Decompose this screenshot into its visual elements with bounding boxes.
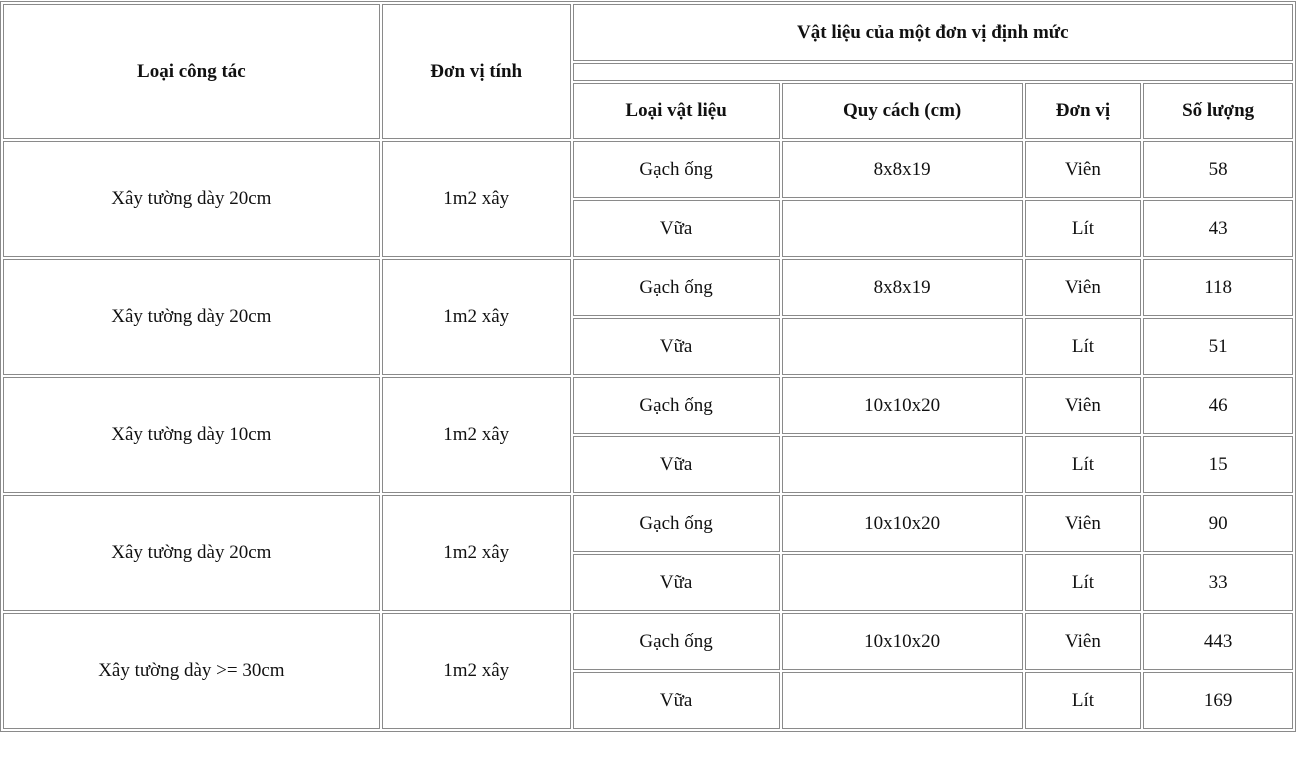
table-row [3, 141, 1293, 198]
table-row [3, 377, 1293, 434]
material-name-cell: Gạch ống [573, 377, 780, 434]
spec-cell: 8x8x19 [782, 141, 1023, 198]
spec-cell: 10x10x20 [782, 495, 1023, 552]
unit-cell: 1m2 xây [382, 377, 571, 493]
unit-cell: 1m2 xây [382, 141, 571, 257]
quantity-cell: 51 [1143, 318, 1293, 375]
table-row [3, 495, 1293, 552]
header-materials-group: Vật liệu của một đơn vị định mức [573, 4, 1293, 61]
spec-cell [782, 554, 1023, 611]
unit-cell: 1m2 xây [382, 495, 571, 611]
material-name-cell: Gạch ống [573, 259, 780, 316]
header-quantity: Số lượng [1143, 83, 1293, 139]
header-unit: Đơn vị tính [382, 4, 571, 139]
material-name-cell: Vữa [573, 318, 780, 375]
spec-cell [782, 436, 1023, 493]
material-name-cell: Vữa [573, 200, 780, 257]
header-material-unit: Đơn vị [1025, 83, 1142, 139]
material-name-cell: Vữa [573, 436, 780, 493]
quantity-cell: 46 [1143, 377, 1293, 434]
material-unit-cell: Viên [1025, 141, 1142, 198]
work-type-cell: Xây tường dày >= 30cm [3, 613, 380, 729]
header-material-type: Loại vật liệu [573, 83, 780, 139]
material-name-cell: Gạch ống [573, 141, 780, 198]
header-blank-cell [573, 63, 1293, 81]
material-unit-cell: Viên [1025, 259, 1142, 316]
quantity-cell: 15 [1143, 436, 1293, 493]
spec-cell [782, 318, 1023, 375]
material-norm-table [0, 1, 1296, 732]
quantity-cell: 443 [1143, 613, 1293, 670]
quantity-cell: 58 [1143, 141, 1293, 198]
material-name-cell: Gạch ống [573, 495, 780, 552]
quantity-cell: 33 [1143, 554, 1293, 611]
work-type-cell: Xây tường dày 20cm [3, 259, 380, 375]
header-row [3, 4, 1293, 61]
table-row [3, 613, 1293, 670]
spec-cell: 10x10x20 [782, 377, 1023, 434]
work-type-cell: Xây tường dày 20cm [3, 495, 380, 611]
spec-cell [782, 672, 1023, 729]
material-name-cell: Gạch ống [573, 613, 780, 670]
material-unit-cell: Lít [1025, 554, 1142, 611]
quantity-cell: 118 [1143, 259, 1293, 316]
work-type-cell: Xây tường dày 10cm [3, 377, 380, 493]
header-work-type: Loại công tác [3, 4, 380, 139]
work-type-cell: Xây tường dày 20cm [3, 141, 380, 257]
material-unit-cell: Lít [1025, 672, 1142, 729]
unit-cell: 1m2 xây [382, 613, 571, 729]
material-unit-cell: Viên [1025, 377, 1142, 434]
material-name-cell: Vữa [573, 554, 780, 611]
material-name-cell: Vữa [573, 672, 780, 729]
spec-cell: 8x8x19 [782, 259, 1023, 316]
spec-cell: 10x10x20 [782, 613, 1023, 670]
unit-cell: 1m2 xây [382, 259, 571, 375]
material-unit-cell: Lít [1025, 200, 1142, 257]
table-row [3, 259, 1293, 316]
header-spec: Quy cách (cm) [782, 83, 1023, 139]
material-unit-cell: Viên [1025, 613, 1142, 670]
quantity-cell: 169 [1143, 672, 1293, 729]
spec-cell [782, 200, 1023, 257]
quantity-cell: 90 [1143, 495, 1293, 552]
quantity-cell: 43 [1143, 200, 1293, 257]
material-unit-cell: Lít [1025, 318, 1142, 375]
material-unit-cell: Viên [1025, 495, 1142, 552]
material-unit-cell: Lít [1025, 436, 1142, 493]
